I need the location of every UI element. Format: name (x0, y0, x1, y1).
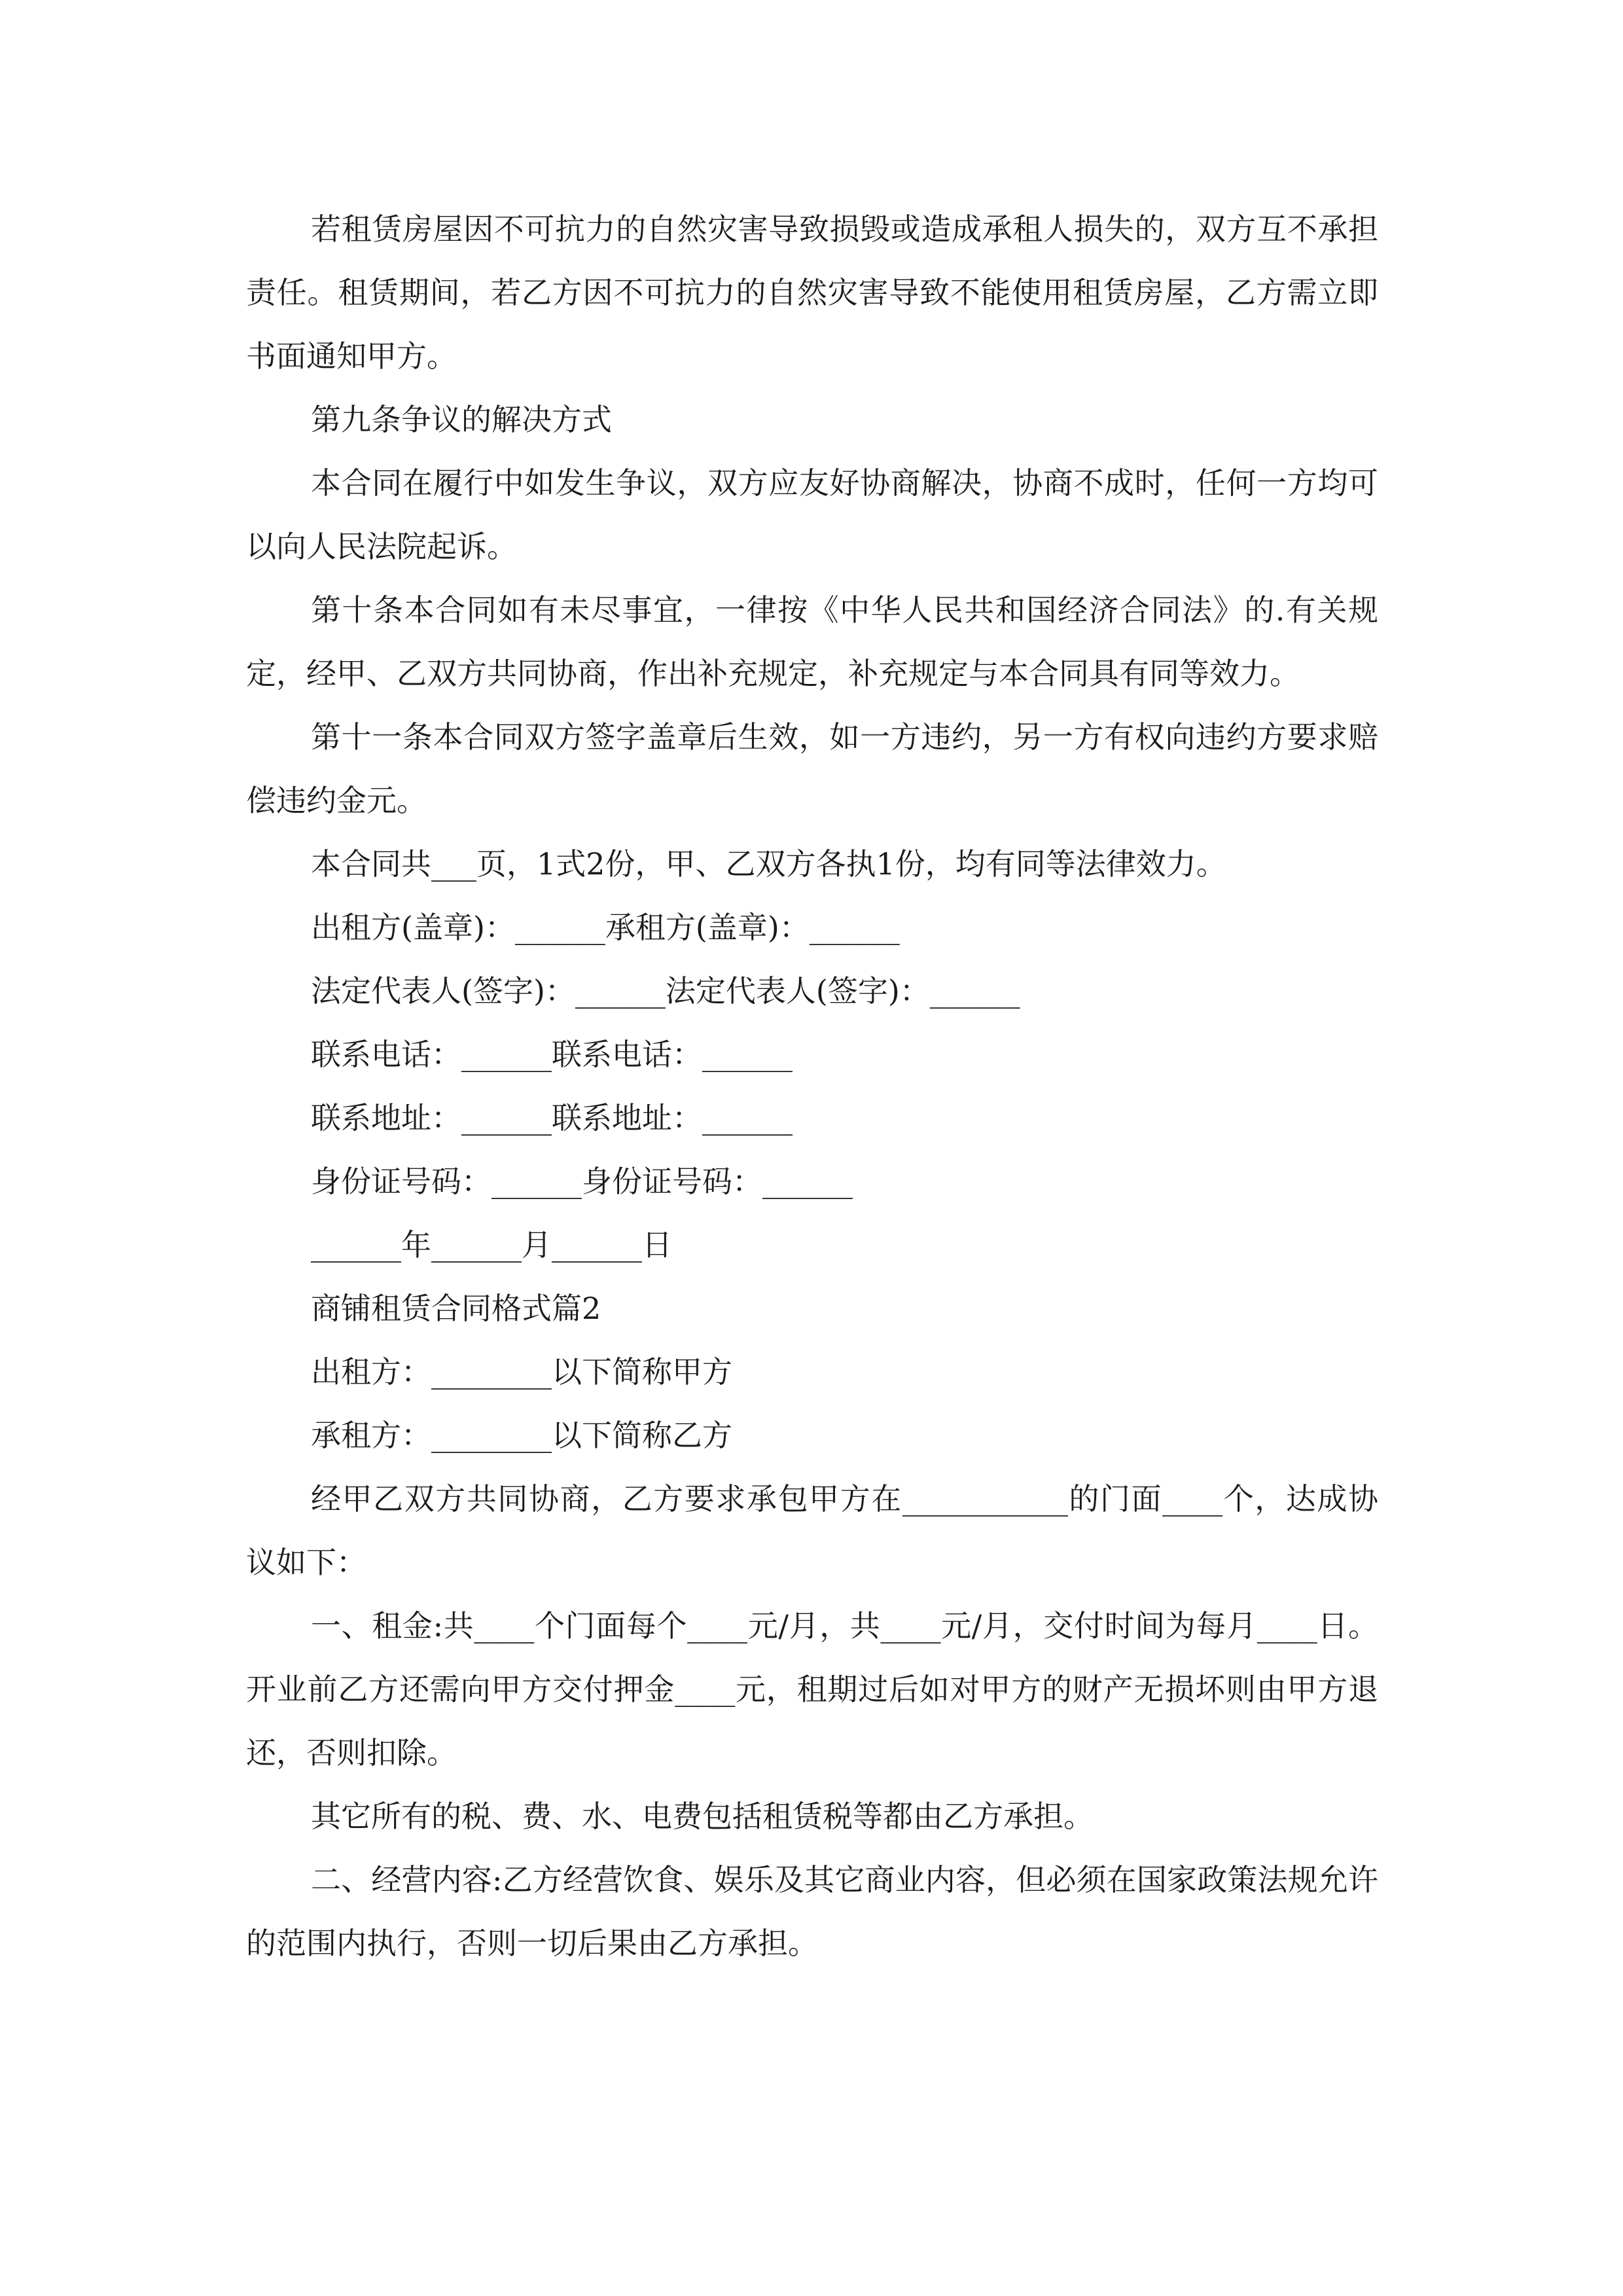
paragraph-dispute-resolution: 本合同在履行中如发生争议，双方应友好协商解决，协商不成时，任何一方均可以向人民法院起诉。 (246, 465, 1378, 564)
signature-line-phone: 联系电话：______联系电话：______ (311, 1037, 793, 1072)
paragraph-copies: 本合同共___页，1式2份，甲、乙双方各执1份，均有同等法律效力。 (311, 846, 1226, 882)
paragraph-agreement-intro: 经甲乙双方共同协商，乙方要求承包甲方在___________的门面____个，达成协议如下： (246, 1481, 1378, 1580)
signature-line-seal: 出租方(盖章)：______承租方(盖章)：______ (311, 910, 900, 945)
paragraph-business-scope: 二、经营内容:乙方经营饮食、娱乐及其它商业内容，但必须在国家政策法规允许的范围内执行，否则一切后果由乙方承担。 (246, 1862, 1378, 1961)
section-title-contract-2: 商铺租赁合同格式篇2 (311, 1291, 601, 1326)
paragraph-force-majeure: 若租赁房屋因不可抗力的自然灾害导致损毁或造成承租人损失的，双方互不承担责任。租赁期间，若乙方因不可抗力的自然灾害导致不能使用租赁房屋，乙方需立即书面通知甲方。 (246, 211, 1378, 374)
paragraph-article-11: 第十一条本合同双方签字盖章后生效，如一方违约，另一方有权向违约方要求赔偿违约金元。 (246, 719, 1378, 818)
paragraph-rent-terms: 一、租金:共____个门面每个____元/月，共____元/月，交付时间为每月____日。开业前乙方还需向甲方交付押金____元，租期过后如对甲方的财产无损坏则由甲方退还，否则扣除。 (246, 1608, 1378, 1770)
document-body (246, 198, 1378, 1975)
signature-line-representative: 法定代表人(签字)：______法定代表人(签字)：______ (311, 973, 1020, 1009)
party-lessee-line: 承租方：________以下简称乙方 (311, 1418, 732, 1453)
signature-line-date: ______年______月______日 (311, 1227, 672, 1263)
signature-line-id-number: 身份证号码：______身份证号码：______ (311, 1164, 853, 1199)
heading-article-9: 第九条争议的解决方式 (311, 402, 612, 437)
paragraph-article-10: 第十条本合同如有未尽事宜，一律按《中华人民共和国经济合同法》的.有关规定，经甲、乙双方共同协商，作出补充规定，补充规定与本合同具有同等效力。 (246, 592, 1378, 691)
signature-line-address: 联系地址：______联系地址：______ (311, 1100, 793, 1136)
party-lessor-line: 出租方：________以下简称甲方 (311, 1354, 732, 1390)
paragraph-taxes-fees: 其它所有的税、费、水、电费包括租赁税等都由乙方承担。 (311, 1799, 1094, 1834)
